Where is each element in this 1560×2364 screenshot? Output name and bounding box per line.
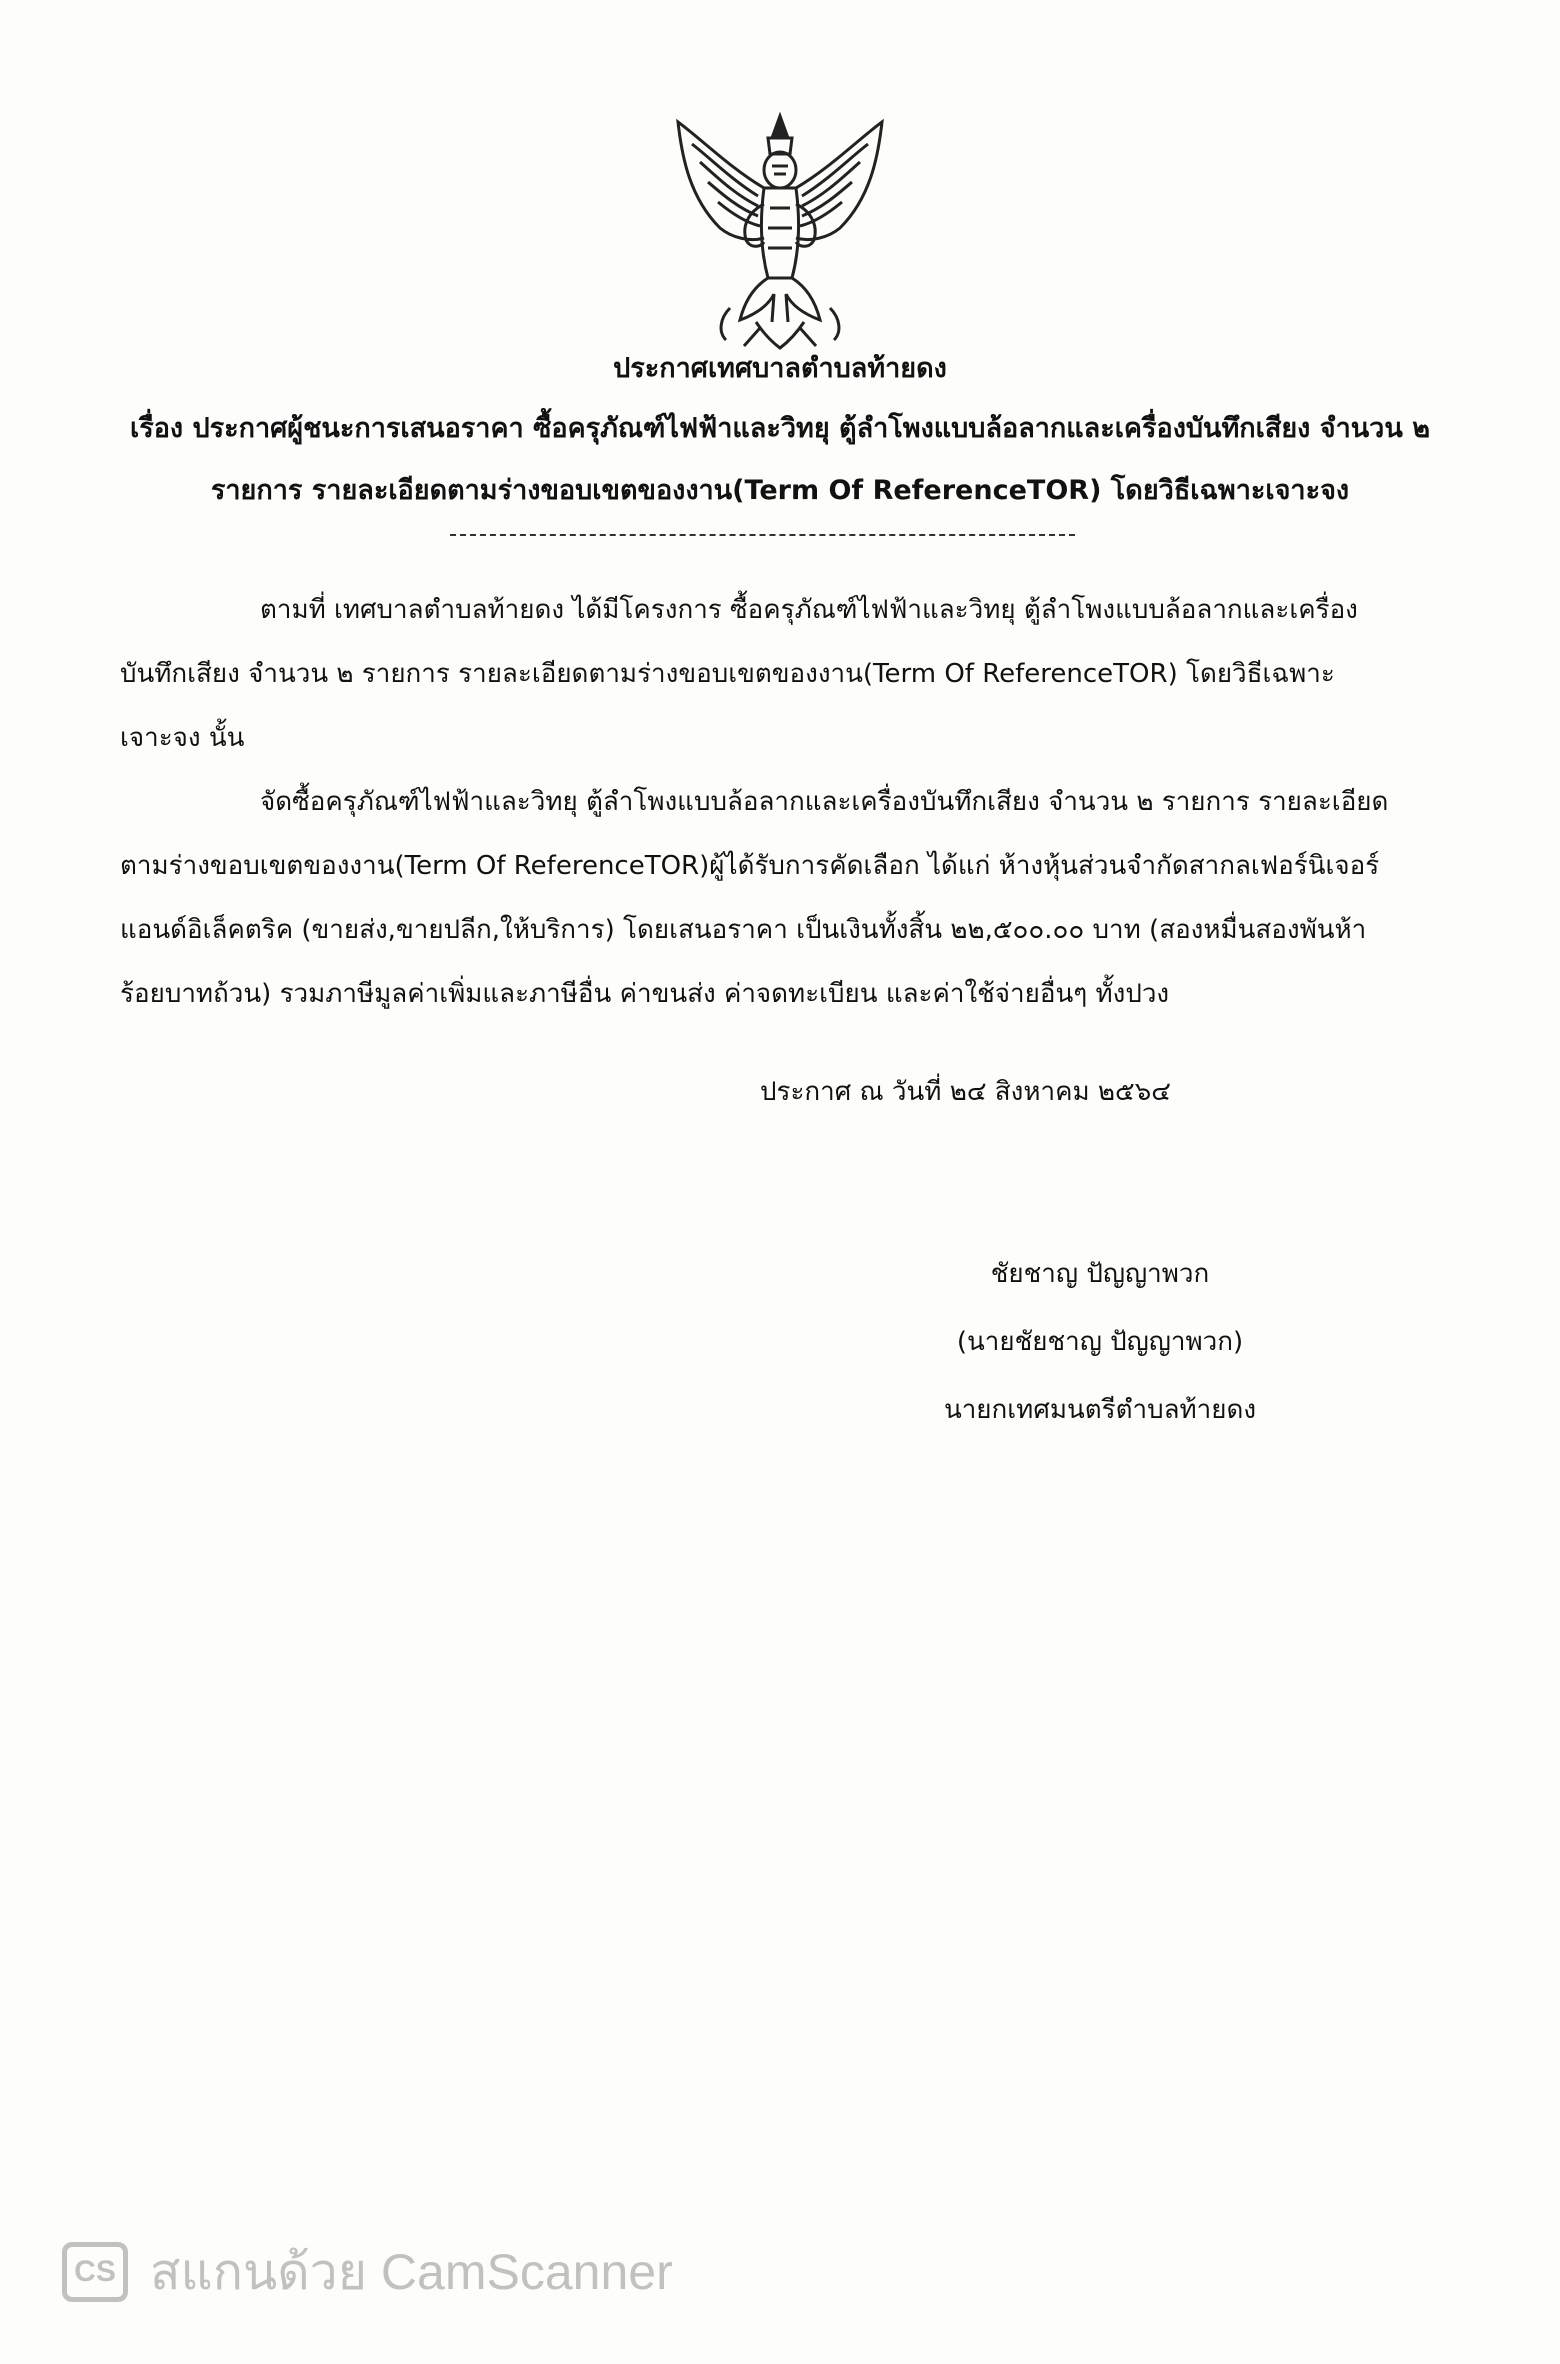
watermark-text: สแกนด้วย CamScanner [150, 2243, 673, 2300]
header-divider [450, 534, 1075, 536]
printed-name: (นายชัยชาญ ปัญญาพวก) [956, 1327, 1244, 1357]
subject-line: เรื่อง ประกาศผู้ชนะการเสนอราคา ซื้อครุภัณฑ์ไฟฟ้าและวิทยุ ตู้ลำโพงแบบล้อลากและเครื่องบันทึกเสียง จำนวน ๒ รายการ รายละเอียดตามร่างขอบเขตของงาน(Term Of ReferenceTOR) โดยวิธีเฉพาะเจาะจง [129, 413, 1431, 506]
document-header [0, 352, 1560, 386]
camscanner-watermark [62, 2240, 673, 2304]
garuda-emblem-icon [660, 108, 900, 358]
signer-position: นายกเทศมนตรีตำบลท้ายดง [943, 1395, 1257, 1425]
signature-block [850, 1240, 1350, 1444]
paragraph-intro: ตามที่ เทศบาลตำบลท้ายดง ได้มีโครงการ ซื้อครุภัณฑ์ไฟฟ้าและวิทยุ ตู้ลำโพงแบบล้อลากและเครื่องบันทึกเสียง จำนวน ๒ รายการ รายละเอียดตามร่างขอบเขตของงาน(Term Of ReferenceTOR) โดยวิธีเฉพาะเจาะจง นั้น [120, 595, 1358, 753]
announcement-date: ประกาศ ณ วันที่ ๒๔ สิงหาคม ๒๕๖๔ [760, 1077, 1171, 1107]
document-body [120, 578, 1410, 1026]
organization-title: ประกาศเทศบาลตำบลท้ายดง [613, 353, 947, 384]
paragraph-award: จัดซื้อครุภัณฑ์ไฟฟ้าและวิทยุ ตู้ลำโพงแบบล้อลากและเครื่องบันทึกเสียง จำนวน ๒ รายการ รายละเอียดตามร่างขอบเขตของงาน(Term Of ReferenceTOR)ผู้ได้รับการคัดเลือก ได้แก่ ห้างหุ้นส่วนจำกัดสากลเฟอร์นิเจอร์แอนด์อิเล็คตริค (ขายส่ง,ขายปลีก,ให้บริการ) โดยเสนอราคา เป็นเงินทั้งสิ้น ๒๒,๕๐๐.๐๐ บาท (สองหมื่นสองพันห้าร้อยบาทถ้วน) รวมภาษีมูลค่าเพิ่มและภาษีอื่น ค่าขนส่ง ค่าจดทะเบียน และค่าใช้จ่ายอื่นๆ ทั้งปวง [120, 787, 1389, 1009]
signed-name: ชัยชาญ ปัญญาพวก [990, 1259, 1210, 1289]
camscanner-logo-icon: CS [62, 2242, 128, 2302]
